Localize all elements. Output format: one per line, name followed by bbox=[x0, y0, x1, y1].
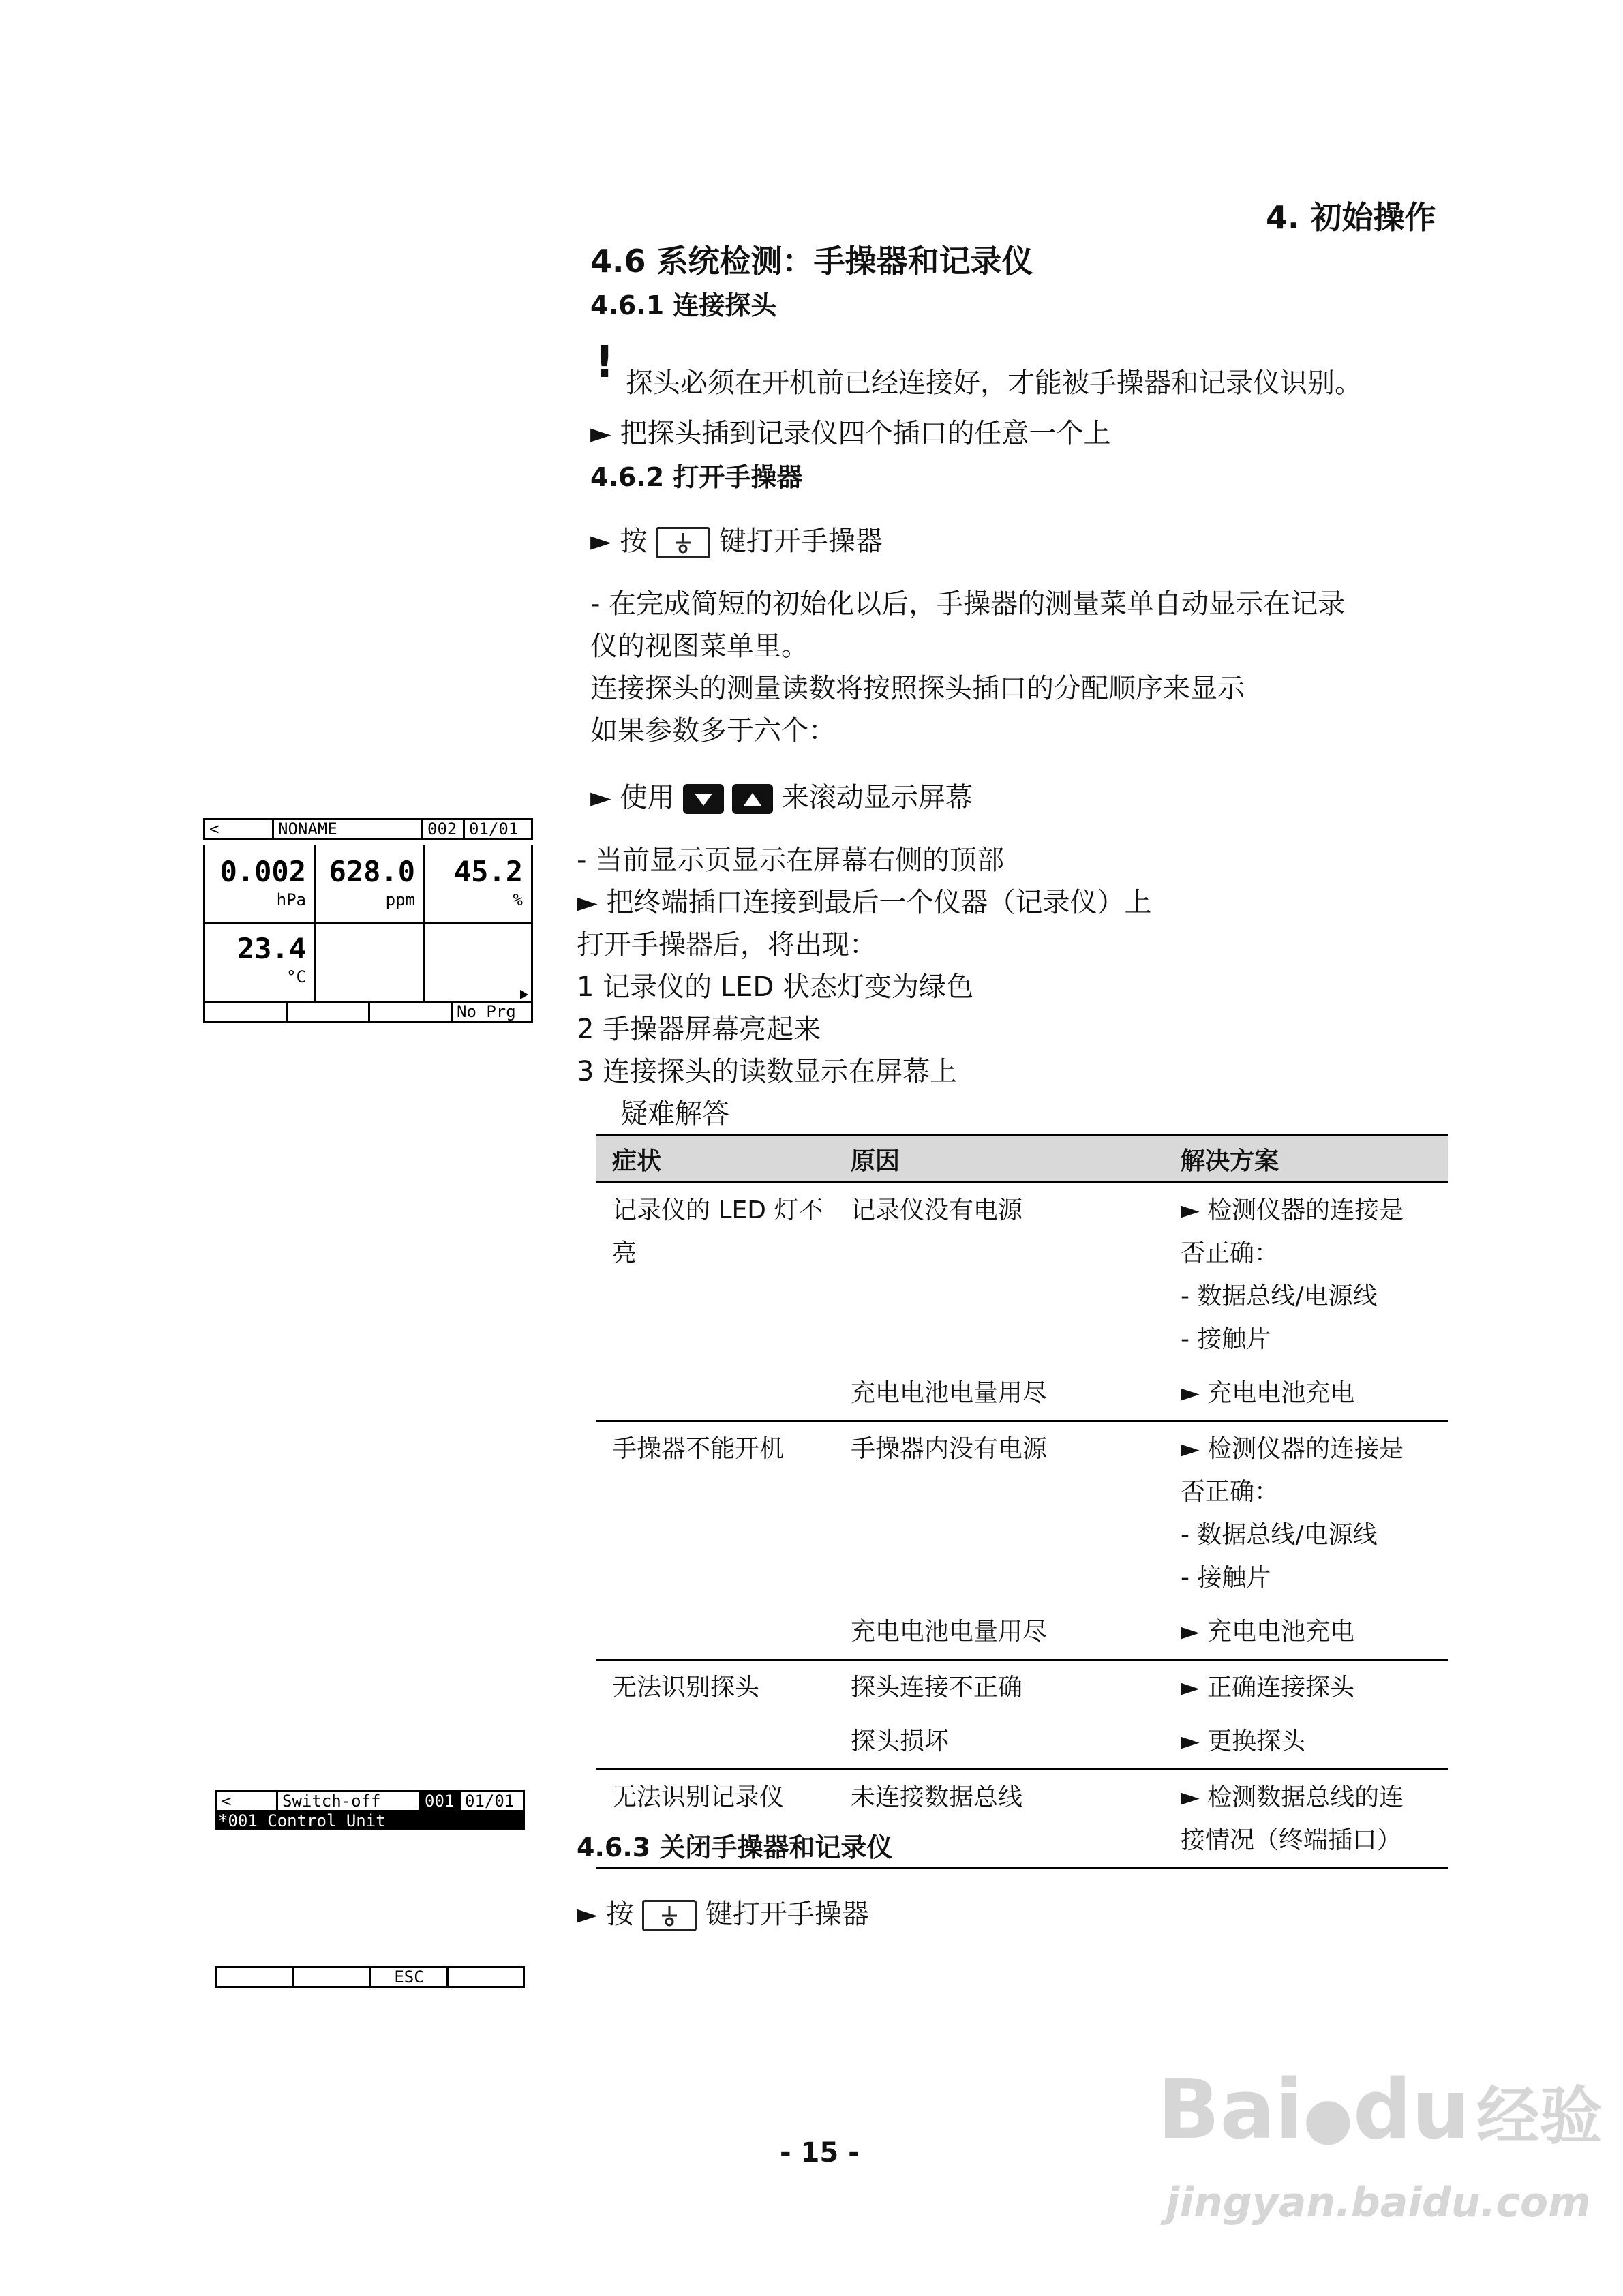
table-cell-solution: ► 正确连接探头 bbox=[1181, 1674, 1355, 1702]
lcd-page-indicator: 01/01 bbox=[463, 818, 533, 840]
watermark-brand-cn: 经验 bbox=[1476, 2080, 1603, 2153]
reading-unit: % bbox=[513, 890, 523, 909]
table-cell-cause: 充电电池电量用尽 bbox=[834, 1605, 1164, 1660]
scroll-suffix: 来滚动显示屏幕 bbox=[781, 782, 973, 813]
arrow-down-key-icon bbox=[683, 784, 724, 814]
lcd-softkey-4 bbox=[446, 1966, 525, 1988]
table-header-cause: 原因 bbox=[834, 1136, 1164, 1183]
table-cell-cause: 手操器内没有电源 bbox=[851, 1435, 1048, 1463]
table-row bbox=[596, 1183, 1448, 1367]
symptom-line: 无法识别探头 bbox=[612, 1674, 760, 1702]
symptom-line: 亮 bbox=[612, 1239, 637, 1267]
lcd-softkey-3: ESC bbox=[369, 1966, 449, 1988]
table-cell-cause: 记录仪没有电源 bbox=[851, 1196, 1023, 1224]
table-row bbox=[596, 1660, 1448, 1715]
subsection-4-6-3-title: 4.6.3 关闭手操器和记录仪 bbox=[577, 1832, 893, 1862]
subsection-4-6-1-title: 4.6.1 连接探头 bbox=[590, 290, 777, 320]
solution-line: - 接触片 bbox=[1181, 1325, 1271, 1353]
lcd-reading-grid bbox=[203, 845, 533, 1001]
lcd-softkey-2 bbox=[286, 1001, 370, 1023]
lcd-code: 001 bbox=[419, 1790, 461, 1812]
lcd-code: 002 bbox=[421, 818, 465, 840]
table-cell-cause: 探头损坏 bbox=[834, 1715, 1164, 1770]
paragraph-init-line1: - 在完成简短的初始化以后，手操器的测量菜单自动显示在记录 bbox=[590, 588, 1346, 620]
lcd-reading-cell bbox=[205, 845, 314, 922]
press-suffix: 键打开手操器 bbox=[718, 526, 883, 557]
section-title: 4.6 系统检测：手操器和记录仪 bbox=[590, 243, 1033, 280]
table-cell-symptom bbox=[596, 1183, 834, 1421]
press-power-line bbox=[590, 525, 883, 558]
watermark-url: jingyan.baidu.com bbox=[1166, 2179, 1591, 2226]
arrow-up-key-icon bbox=[732, 784, 773, 814]
subsection-4-6-2-title: 4.6.2 打开手操器 bbox=[590, 462, 803, 492]
reading-unit: °C bbox=[286, 967, 306, 986]
table-cell-cause: 探头连接不正确 bbox=[851, 1674, 1023, 1702]
symptom-line: 无法识别记录仪 bbox=[612, 1783, 785, 1811]
lcd-softkey-4: No Prg bbox=[451, 1001, 533, 1023]
solution-line: - 数据总线/电源线 bbox=[1181, 1282, 1378, 1310]
solution-line: - 接触片 bbox=[1181, 1564, 1271, 1592]
table-cell-solution: ► 充电电池充电 bbox=[1164, 1366, 1448, 1421]
list-item-1: 1 记录仪的 LED 状态灯变为绿色 bbox=[577, 971, 973, 1003]
line-page-display: - 当前显示页显示在屏幕右侧的顶部 bbox=[577, 845, 1005, 876]
lcd-more-arrow-icon bbox=[520, 990, 528, 999]
scroll-prefix: ► 使用 bbox=[590, 782, 675, 813]
table-cell-symptom bbox=[596, 1660, 834, 1770]
table-cell-cause: 充电电池电量用尽 bbox=[834, 1366, 1164, 1421]
table-header-solution: 解决方案 bbox=[1164, 1136, 1448, 1183]
solution-line: 接情况（终端插口） bbox=[1181, 1826, 1402, 1854]
lcd-softkey-3 bbox=[368, 1001, 453, 1023]
lcd-reading-cell bbox=[314, 845, 423, 922]
reading-value: 45.2 bbox=[453, 855, 523, 888]
solution-line: ► 检测数据总线的连 bbox=[1181, 1783, 1404, 1811]
solution-line: - 数据总线/电源线 bbox=[1181, 1521, 1378, 1549]
warning-text: 探头必须在开机前已经连接好，才能被手操器和记录仪识别。 bbox=[626, 367, 1362, 399]
press-power-off-line bbox=[577, 1898, 869, 1931]
table-cell-cause: 未连接数据总线 bbox=[834, 1770, 1164, 1869]
solution-line: 否正确： bbox=[1181, 1478, 1279, 1506]
list-item-3: 3 连接探头的读数显示在屏幕上 bbox=[577, 1056, 958, 1087]
watermark-brand2: du bbox=[1352, 2063, 1470, 2158]
paw-icon: ● bbox=[1303, 2085, 1353, 2151]
lcd-back-button: < bbox=[215, 1790, 278, 1812]
lcd-title: NONAME bbox=[272, 818, 423, 840]
press-suffix: 键打开手操器 bbox=[705, 1899, 869, 1930]
reading-unit: hPa bbox=[276, 890, 306, 909]
solution-line: ► 检测仪器的连接是 bbox=[1181, 1196, 1404, 1224]
paragraph-init-line2: 仪的视图菜单里。 bbox=[590, 631, 808, 662]
line-after-power-on: 打开手操器后，将出现： bbox=[577, 929, 877, 961]
lcd-back-button: < bbox=[203, 818, 274, 840]
baidu-watermark-logo bbox=[1157, 2063, 1603, 2158]
lcd-softkey-1 bbox=[215, 1966, 294, 1988]
table-row bbox=[596, 1421, 1448, 1605]
lcd-softkey-2 bbox=[292, 1966, 371, 1988]
reading-value: 0.002 bbox=[219, 855, 306, 888]
reading-value: 23.4 bbox=[237, 932, 306, 965]
table-cell-solution: ► 充电电池充电 bbox=[1164, 1605, 1448, 1660]
lcd-reading-cell bbox=[423, 845, 531, 922]
lcd-reading-cell bbox=[205, 924, 314, 1000]
press-label: ► 按 bbox=[577, 1899, 634, 1930]
line-terminal-connect: ► 把终端插口连接到最后一个仪器（记录仪）上 bbox=[577, 887, 1152, 918]
reading-unit: ppm bbox=[385, 890, 415, 909]
table-cell-solution bbox=[1164, 1770, 1448, 1869]
lcd-page-indicator: 01/01 bbox=[459, 1790, 525, 1812]
warning-exclamation-icon: ! bbox=[594, 337, 615, 388]
reading-value: 628.0 bbox=[329, 855, 415, 888]
press-label: ► 按 bbox=[590, 526, 648, 557]
watermark-brand: Bai bbox=[1157, 2063, 1303, 2158]
table-header-symptom: 症状 bbox=[596, 1136, 834, 1183]
solution-line: 否正确： bbox=[1181, 1239, 1279, 1267]
bullet-plug-probe: ► 把探头插到记录仪四个插口的任意一个上 bbox=[590, 418, 1111, 449]
page-number: - 15 - bbox=[780, 2137, 860, 2169]
lcd-measurement-screen bbox=[203, 818, 533, 1024]
power-key-icon bbox=[656, 527, 710, 558]
table-cell-symptom bbox=[596, 1421, 834, 1660]
symptom-line: 手操器不能开机 bbox=[612, 1435, 785, 1463]
troubleshooting-table bbox=[596, 1134, 1448, 1869]
list-item-2: 2 手操器屏幕亮起来 bbox=[577, 1014, 821, 1045]
table-header-row bbox=[596, 1136, 1448, 1183]
power-key-icon bbox=[642, 1900, 697, 1931]
solution-line: ► 检测仪器的连接是 bbox=[1181, 1435, 1404, 1463]
scroll-line bbox=[590, 781, 973, 814]
chapter-header: 4. 初始操作 bbox=[1266, 199, 1436, 236]
table-cell-solution bbox=[1164, 1183, 1448, 1367]
paragraph-readings: 连接探头的测量读数将按照探头插口的分配顺序来显示 bbox=[590, 673, 1245, 704]
lcd-title: Switch-off bbox=[276, 1790, 421, 1812]
table-cell-solution bbox=[1164, 1421, 1448, 1605]
lcd-softkey-1 bbox=[203, 1001, 288, 1023]
lcd-switch-off-screen bbox=[215, 1790, 525, 1988]
symptom-line: 记录仪的 LED 灯不 bbox=[612, 1196, 823, 1224]
lcd-selected-item: *001 Control Unit bbox=[215, 1811, 525, 1830]
troubleshooting-title: 疑难解答 bbox=[620, 1098, 729, 1130]
table-cell-solution: ► 更换探头 bbox=[1164, 1715, 1448, 1770]
paragraph-more-params: 如果参数多于六个： bbox=[590, 715, 836, 746]
